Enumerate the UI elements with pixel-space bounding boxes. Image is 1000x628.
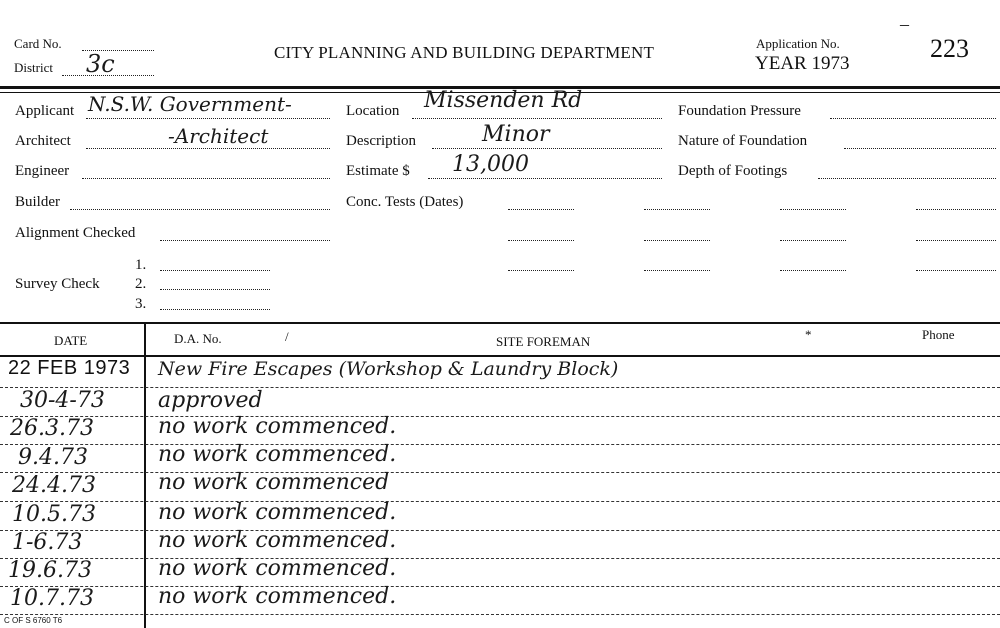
row-rule — [0, 416, 1000, 417]
entry-date: 1-6.73 — [12, 530, 83, 555]
column-header-slash: / — [285, 329, 289, 344]
row-rule — [0, 472, 1000, 473]
conc-field-b4 — [916, 240, 996, 241]
location-value: Missenden Rd — [424, 88, 583, 113]
conc-field-b3 — [780, 240, 846, 241]
survey-check-label: Survey Check — [15, 276, 100, 292]
conc-field-a2 — [644, 209, 710, 210]
alignment-field — [160, 240, 330, 241]
survey-number-1: 1. — [135, 257, 147, 273]
entry-date: 24.4.73 — [12, 473, 96, 498]
estimate-field — [428, 178, 662, 179]
conc-field-a3 — [780, 209, 846, 210]
survey-number-2: 2. — [135, 276, 147, 292]
table-top-rule — [0, 322, 1000, 324]
location-label: Location — [346, 103, 400, 119]
row-rule — [0, 444, 1000, 445]
builder-field — [70, 209, 330, 210]
foundation-pressure-label: Foundation Pressure — [678, 103, 801, 119]
builder-label: Builder — [15, 194, 60, 210]
conc-field-a1 — [508, 209, 574, 210]
entry-text: no work commenced. — [158, 442, 397, 467]
table-header-rule — [0, 355, 1000, 357]
estimate-label: Estimate $ — [346, 163, 410, 179]
entry-text: no work commenced — [158, 470, 390, 495]
conc-field-c2 — [644, 270, 710, 271]
entry-date: 9.4.73 — [18, 445, 88, 470]
entry-text: no work commenced. — [158, 414, 397, 439]
survey-number-3: 3. — [135, 296, 147, 312]
survey-field-3 — [160, 309, 270, 310]
nature-foundation-field — [844, 148, 996, 149]
department-title: CITY PLANNING AND BUILDING DEPARTMENT — [274, 43, 655, 62]
year-label: YEAR 1973 — [755, 53, 850, 74]
conc-field-c4 — [916, 270, 996, 271]
conc-field-a4 — [916, 209, 996, 210]
row-rule — [0, 530, 1000, 531]
entry-text: approved — [158, 388, 263, 413]
column-header-date: DATE — [54, 333, 88, 348]
entry-text: no work commenced. — [158, 556, 397, 581]
entry-date: 30-4-73 — [20, 388, 105, 413]
depth-footings-label: Depth of Footings — [678, 163, 788, 179]
conc-field-b2 — [644, 240, 710, 241]
applicant-label: Applicant — [15, 103, 75, 119]
row-rule — [0, 586, 1000, 587]
entry-date: 22 FEB 1973 — [8, 357, 131, 379]
architect-value: -Architect — [168, 124, 269, 148]
district-value: 3c — [86, 50, 115, 78]
conc-field-c1 — [508, 270, 574, 271]
engineer-label: Engineer — [15, 163, 70, 179]
location-field — [412, 118, 662, 119]
architect-field — [86, 148, 330, 149]
estimate-value: 13,000 — [452, 152, 529, 177]
description-value: Minor — [482, 122, 550, 147]
nature-foundation-label: Nature of Foundation — [678, 133, 808, 149]
column-header-mark: * — [805, 327, 812, 342]
conc-tests-label: Conc. Tests (Dates) — [346, 194, 464, 210]
form-code: C OF S 6760 T6 — [4, 616, 63, 625]
description-label: Description — [346, 133, 416, 149]
entry-text: no work commenced. — [158, 500, 397, 525]
card-no-label: Card No. — [14, 36, 62, 51]
entry-date: 26.3.73 — [10, 416, 94, 441]
conc-field-b1 — [508, 240, 574, 241]
alignment-label: Alignment Checked — [15, 225, 136, 241]
applicant-field — [86, 118, 330, 119]
entry-date: 19.6.73 — [8, 558, 92, 583]
application-number: 223 — [930, 34, 969, 63]
entry-text: New Fire Escapes (Workshop & Laundry Block) — [158, 358, 619, 380]
district-field — [62, 75, 154, 76]
foundation-pressure-field — [830, 118, 996, 119]
entry-text: no work commenced. — [158, 528, 397, 553]
entry-date: 10.5.73 — [12, 502, 96, 527]
entry-date: 10.7.73 — [10, 586, 94, 611]
survey-field-2 — [160, 289, 270, 290]
depth-footings-field — [818, 178, 996, 179]
description-field — [432, 148, 662, 149]
date-column-divider — [144, 322, 146, 628]
district-label: District — [14, 60, 53, 75]
application-no-label: Application No. — [756, 36, 840, 51]
dash-mark: – — [900, 14, 909, 34]
row-rule — [0, 558, 1000, 559]
column-header-phone: Phone — [922, 327, 955, 342]
applicant-value: N.S.W. Government- — [88, 92, 292, 116]
row-rule — [0, 614, 1000, 615]
architect-label: Architect — [15, 133, 71, 149]
column-header-site-foreman: SITE FOREMAN — [496, 334, 591, 349]
engineer-field — [82, 178, 330, 179]
column-header-da-no: D.A. No. — [174, 331, 222, 346]
entry-text: no work commenced. — [158, 584, 397, 609]
survey-field-1 — [160, 270, 270, 271]
conc-field-c3 — [780, 270, 846, 271]
row-rule — [0, 501, 1000, 502]
